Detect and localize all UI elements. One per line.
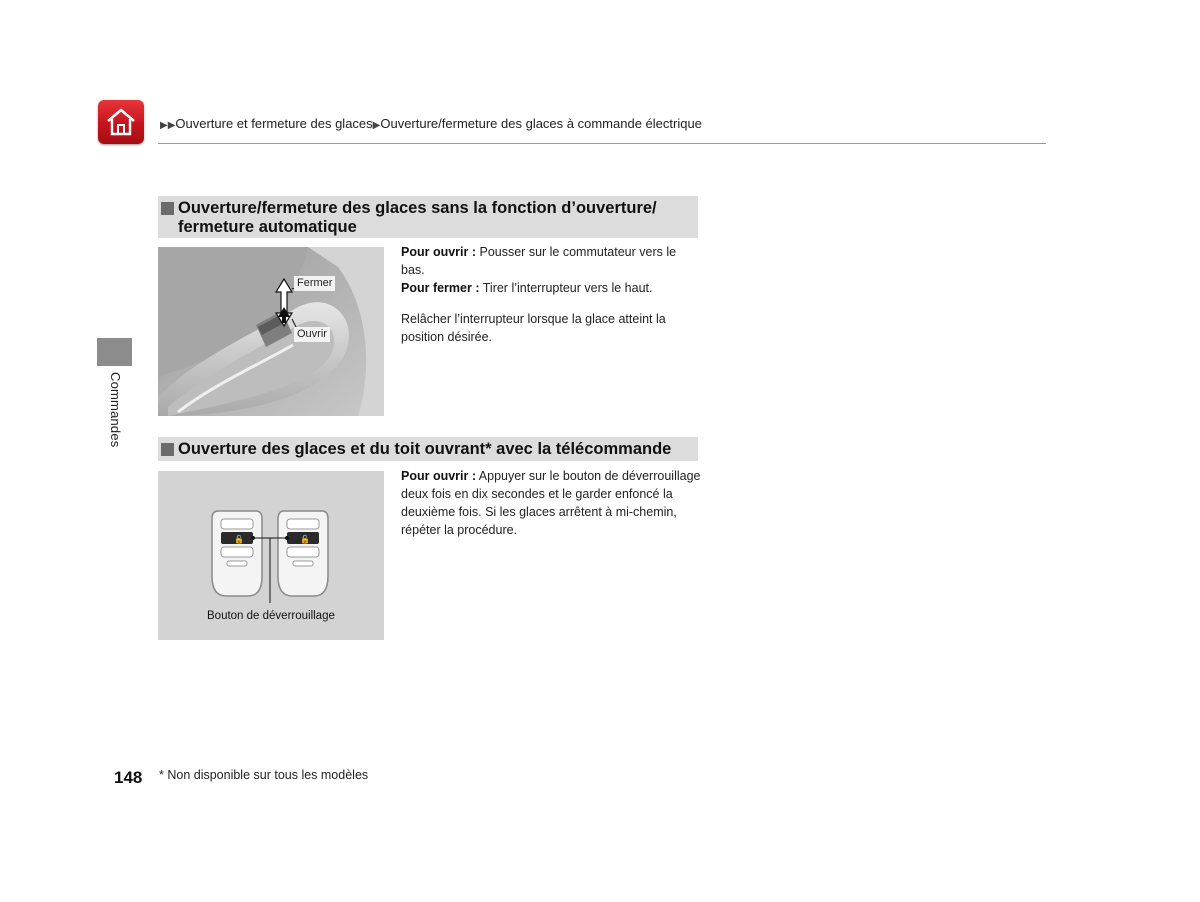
section-title-line1: Ouverture/fermeture des glaces sans la fonction d’ouverture/ [178,199,657,217]
section-square-icon [161,202,174,215]
remote-open-text: Appuyer sur le bouton de déverrouillage deux fois en dix secondes et le garder enfoncé la deuxième fois. Si les glaces arrêtent à mi-chemin, répéter la procédure. [401,469,701,537]
chapter-tab-label: Commandes [108,372,123,448]
page-number: 148 [114,768,143,787]
open-instruction: Pousser sur le commutateur vers le bas. [401,245,677,277]
header-divider [158,143,1046,144]
instructions-open-close [401,243,701,297]
callout-unlock-button: Bouton de déverrouillage [207,610,335,622]
breadcrumb [160,116,702,131]
section-title: Ouverture des glaces et du toit ouvrant* avec la télécommande [178,440,672,458]
svg-text:🔓: 🔓 [300,535,310,544]
footnote: * Non disponible sur tous les modèles [159,768,369,782]
home-icon [105,106,137,138]
close-instruction: Tirer l’interrupteur vers le haut. [479,281,653,295]
open-label: Pour ouvrir : [401,245,477,259]
section-title-line2: fermeture automatique [178,218,357,236]
close-label: Pour fermer : [401,281,480,295]
chapter-tab-marker[interactable] [97,338,132,366]
section-heading-remote-windows [158,437,698,461]
window-switch-illustration [158,247,384,416]
svg-text:🔓: 🔓 [234,535,244,544]
breadcrumb-item-power-windows[interactable]: Ouverture/fermeture des glaces à commande électrique [380,116,702,131]
release-instruction: Relâcher l’interrupteur lorsque la glace atteint la position désirée. [401,312,666,344]
remote-open-instruction [401,467,701,539]
callout-close: Fermer [294,276,335,291]
remote-key-illustration [158,471,384,640]
callout-open: Ouvrir [294,327,330,342]
open-label: Pour ouvrir : [401,469,477,483]
home-button[interactable] [98,100,144,144]
section-heading-manual-windows [158,196,698,238]
section-square-icon [161,443,174,456]
breadcrumb-item-window-open-close[interactable]: Ouverture et fermeture des glaces [175,116,373,131]
breadcrumb-separator: ▶ [372,120,381,131]
breadcrumb-arrows: ▶▶ [160,120,176,131]
